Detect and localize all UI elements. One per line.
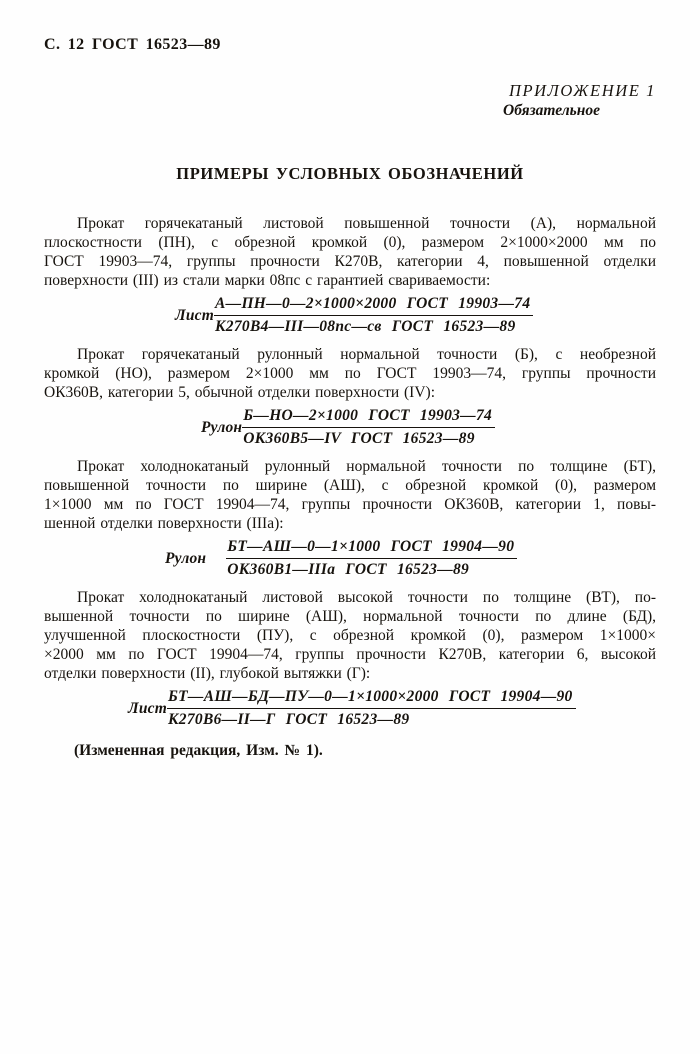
formula-fraction bbox=[167, 688, 576, 729]
paragraph-line: ГОСТ 19903—74, группы прочности К270В, категории 4, повышенной отделки bbox=[44, 253, 656, 270]
paragraph-line: кромкой (НО), размером 2×1000 мм по ГОСТ 19903—74, группы прочности bbox=[44, 365, 656, 382]
designation-formula-2 bbox=[201, 407, 656, 448]
appendix-subtitle: Обязательное bbox=[503, 102, 600, 119]
formula-label: Лист bbox=[175, 306, 214, 324]
paragraph-line: шенной отделки поверхности (IIIа): bbox=[44, 515, 284, 532]
formula-numerator: Б—НО—2×1000 ГОСТ 19903—74 bbox=[242, 407, 495, 428]
paragraph-line: ×2000 мм по ГОСТ 19904—74, группы прочности К270В, категории 6, высокой bbox=[44, 646, 656, 663]
example-section-3 bbox=[44, 457, 656, 579]
formula-numerator: БТ—АШ—0—1×1000 ГОСТ 19904—90 bbox=[226, 538, 517, 559]
paragraph-line: улучшенной плоскостности (ПУ), с обрезной кромкой (0), размером 1×1000× bbox=[44, 627, 656, 644]
page-header: С. 12 ГОСТ 16523—89 bbox=[44, 36, 221, 53]
example-section-2 bbox=[44, 345, 656, 448]
formula-label: Лист bbox=[128, 699, 167, 717]
formula-denominator: К270В6—II—Г ГОСТ 16523—89 bbox=[168, 711, 410, 728]
designation-formula-1 bbox=[175, 295, 656, 336]
paragraph-2 bbox=[44, 345, 656, 402]
paragraph-line: вышенной точности по ширине (АШ), нормальной точности по длине (БД), bbox=[44, 608, 656, 625]
formula-fraction bbox=[242, 407, 495, 448]
appendix-block bbox=[44, 81, 656, 120]
appendix-title: ПРИЛОЖЕНИЕ 1 bbox=[508, 81, 656, 100]
paragraph-line: ОК360В, категории 5, обычной отделки поверхности (IV): bbox=[44, 384, 436, 401]
paragraph-4 bbox=[44, 588, 656, 683]
paragraph-line: Прокат холоднокатаный рулонный нормальной точности по толщине (БТ), bbox=[77, 458, 656, 475]
example-section-4 bbox=[44, 588, 656, 729]
amendment-note: (Измененная редакция, Изм. № 1). bbox=[74, 742, 323, 759]
formula-fraction bbox=[214, 295, 533, 336]
paragraph-line: плоскостности (ПН), с обрезной кромкой (0), размером 2×1000×2000 мм по bbox=[44, 234, 656, 251]
designation-formula-3 bbox=[165, 538, 656, 579]
paragraph-line: Прокат холоднокатаный листовой высокой точности по толщине (ВТ), по- bbox=[77, 589, 656, 606]
paragraph-1 bbox=[44, 214, 656, 290]
paragraph-line: поверхности (III) из стали марки 08пс с гарантией свариваемости: bbox=[44, 272, 491, 289]
paragraph-line: Прокат горячекатаный рулонный нормальной точности (Б), с необрезной bbox=[77, 346, 656, 363]
formula-label: Рулон bbox=[201, 418, 243, 436]
paragraph-line: повышенной точности по ширине (АШ), с обрезной кромкой (0), размером bbox=[44, 477, 656, 494]
formula-label: Рулон bbox=[165, 549, 207, 567]
formula-numerator: А—ПН—0—2×1000×2000 ГОСТ 19903—74 bbox=[214, 295, 533, 316]
formula-denominator: К270В4—III—08пс—св ГОСТ 16523—89 bbox=[215, 318, 516, 335]
formula-fraction bbox=[226, 538, 517, 579]
formula-denominator: ОК360В5—IV ГОСТ 16523—89 bbox=[243, 430, 475, 447]
formula-denominator: ОК360В1—IIIа ГОСТ 16523—89 bbox=[227, 561, 470, 578]
paragraph-3 bbox=[44, 457, 656, 533]
example-section-1 bbox=[44, 214, 656, 336]
paragraph-line: 1×1000 мм по ГОСТ 19904—74, группы прочности ОК360В, категории 1, повы- bbox=[44, 496, 656, 513]
paragraph-line: отделки поверхности (II), глубокой вытяжки (Г): bbox=[44, 665, 371, 682]
paragraph-line: Прокат горячекатаный листовой повышенной точности (А), нормальной bbox=[77, 215, 656, 232]
document-title: ПРИМЕРЫ УСЛОВНЫХ ОБОЗНАЧЕНИЙ bbox=[176, 164, 524, 183]
designation-formula-4 bbox=[128, 688, 656, 729]
formula-numerator: БТ—АШ—БД—ПУ—0—1×1000×2000 ГОСТ 19904—90 bbox=[167, 688, 576, 709]
